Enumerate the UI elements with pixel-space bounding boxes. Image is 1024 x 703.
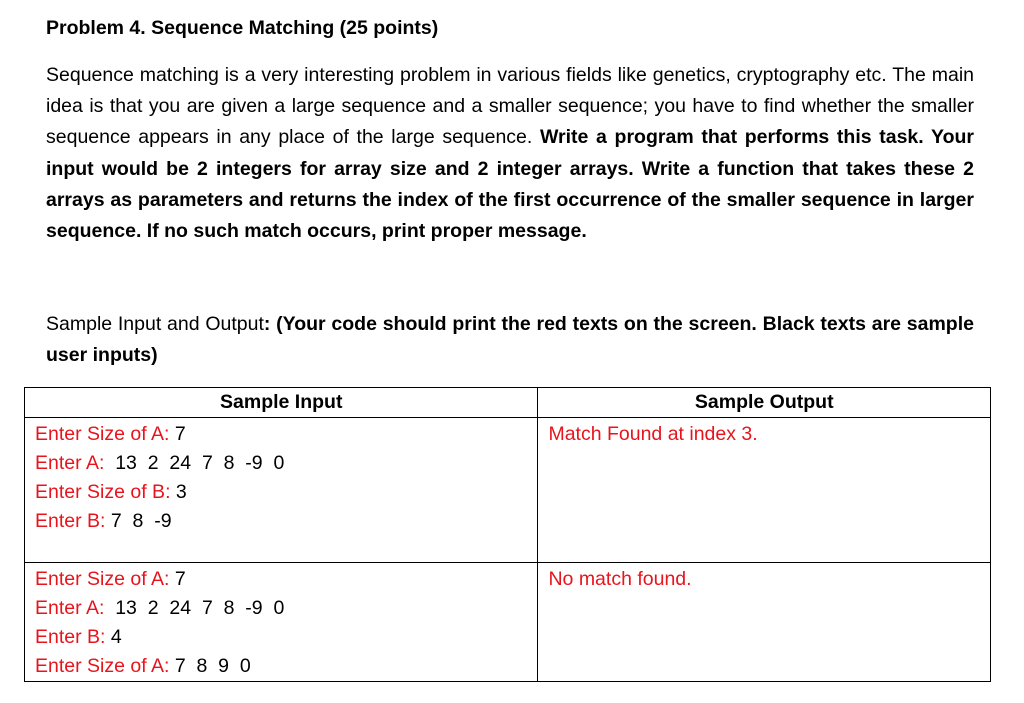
sample-intro-label: Sample Input and Output xyxy=(46,313,264,335)
prompt-text: Enter A: xyxy=(35,452,105,474)
user-input-value: 7 8 9 0 xyxy=(169,655,251,677)
table-row xyxy=(25,418,991,563)
problem-description xyxy=(46,60,974,247)
output-text: Match Found at index 3. xyxy=(548,423,758,445)
input-line xyxy=(35,420,537,449)
sample-input-cell xyxy=(25,563,538,682)
prompt-text: Enter B: xyxy=(35,510,106,532)
sample-input-cell xyxy=(25,418,538,563)
sample-output-cell xyxy=(538,418,991,563)
description-bold: Write a program that performs this task. Your input would be 2 integers for array size and 2 integer arrays. Write a function that takes these 2 arrays as parameters and returns the index of the first occurrence of the smaller sequence in larger sequence. If no such match occurs, print proper message. xyxy=(46,126,974,243)
prompt-text: Enter Size of A: xyxy=(35,423,170,445)
prompt-text: Enter Size of A: xyxy=(35,568,170,590)
input-line xyxy=(35,652,537,681)
sample-output-cell xyxy=(538,563,991,682)
sample-intro-note-1: : (Your code should print the red texts on the screen. Black texts are sample user in xyxy=(46,313,974,366)
description-plain: Sequence matching is a very interesting problem in various fields like genetics, cryptography etc. The main idea is that you are given a large sequence and a smaller sequence; you have to find whether the smaller sequence appears in any place of the large sequence. xyxy=(46,64,974,149)
input-line xyxy=(35,478,537,507)
table-header-row xyxy=(25,388,991,418)
table-row xyxy=(25,563,991,682)
user-input-value: 3 xyxy=(170,481,187,503)
input-line xyxy=(35,449,537,478)
problem-title: Problem 4. Sequence Matching (25 points) xyxy=(46,17,439,39)
input-line xyxy=(35,507,537,536)
header-sample-output: Sample Output xyxy=(538,388,991,418)
sample-io-table xyxy=(24,387,991,682)
prompt-text: Enter A: xyxy=(35,597,105,619)
user-input-value: 7 8 -9 xyxy=(105,510,172,532)
prompt-text: Enter B: xyxy=(35,626,106,648)
user-input-value: 4 xyxy=(105,626,122,648)
input-line xyxy=(35,623,537,652)
header-sample-input: Sample Input xyxy=(25,388,538,418)
user-input-value: 7 xyxy=(169,423,186,445)
user-input-value: 7 xyxy=(169,568,186,590)
user-input-value: 13 2 24 7 8 -9 0 xyxy=(104,597,285,619)
output-text: No match found. xyxy=(548,568,692,590)
sample-intro xyxy=(46,309,974,371)
prompt-text: Enter Size of B: xyxy=(35,481,171,503)
sample-intro-note-2: puts) xyxy=(109,344,158,366)
user-input-value: 13 2 24 7 8 -9 0 xyxy=(104,452,285,474)
prompt-text: Enter Size of A: xyxy=(35,655,170,677)
document-page xyxy=(46,14,974,247)
input-line xyxy=(35,565,537,594)
input-line xyxy=(35,594,537,623)
